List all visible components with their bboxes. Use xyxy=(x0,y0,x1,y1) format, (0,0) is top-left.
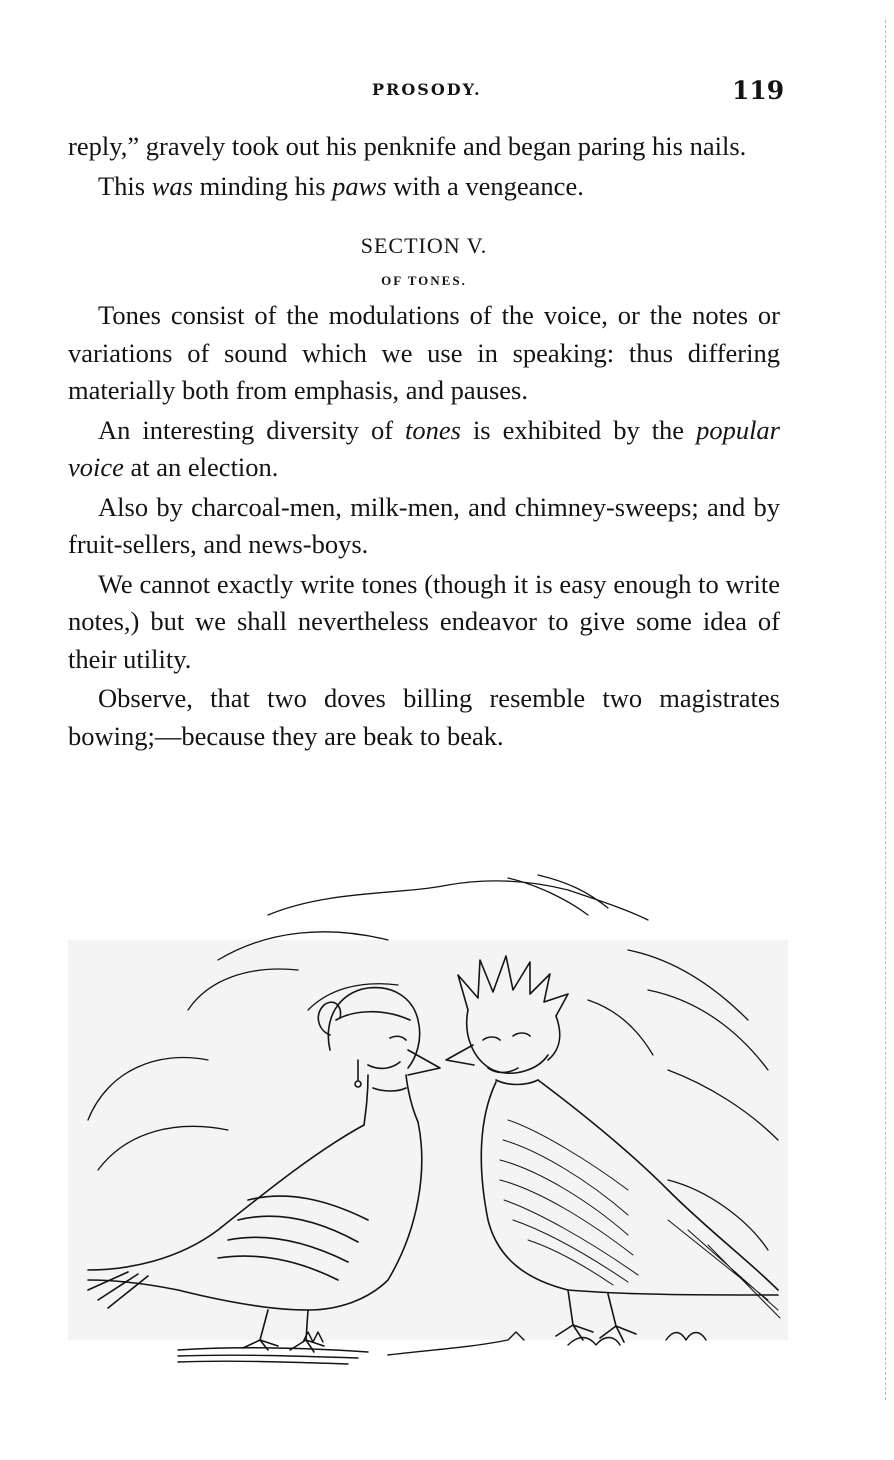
section-heading: SECTION V. xyxy=(360,233,488,258)
running-head xyxy=(0,76,894,106)
tones-paragraph: Tones consist of the modulations of the voice, or the notes or variations of sound which we use in speaking: thus differing materially both from emphasis, and pauses. xyxy=(68,300,780,405)
diversity-text-d: popular voice xyxy=(68,414,780,482)
diversity-text-e: at an election. xyxy=(123,452,279,482)
charcoal-paragraph: Also by charcoal-men, milk-men, and chimney-sweeps; and by fruit-sellers, and news-boys. xyxy=(68,491,780,559)
doves-paragraph: Observe, that two doves billing resemble two magistrates bowing;—because they are beak to beak. xyxy=(68,683,780,751)
page-number: 119 xyxy=(732,76,785,105)
vengeance-text-b: was xyxy=(151,170,193,201)
vengeance-text-e: with a vengeance. xyxy=(386,170,584,201)
continuation-paragraph: reply,” gravely took out his penknife and began paring his nails. xyxy=(68,131,747,161)
vengeance-text-a: This xyxy=(98,170,152,201)
running-title: PROSODY. xyxy=(372,80,482,99)
diversity-text-b: tones xyxy=(405,414,461,445)
notes-paragraph: We cannot exactly write tones (though it is easy enough to write notes,) but we shall nevertheless endeavor to give some idea of their utility. xyxy=(68,568,780,674)
section-subheading: OF TONES. xyxy=(381,273,467,288)
diversity-text-c: is exhibited by the xyxy=(460,414,697,445)
doves-illustration xyxy=(68,870,788,1380)
body-text xyxy=(68,128,780,755)
vengeance-paragraph xyxy=(68,168,780,206)
vengeance-text-c: minding his xyxy=(193,170,333,201)
diversity-text-a: An interesting diversity of xyxy=(98,414,406,445)
diversity-paragraph xyxy=(68,412,780,487)
scan-edge-rule xyxy=(885,20,887,1400)
vengeance-text-d: paws xyxy=(332,170,387,201)
